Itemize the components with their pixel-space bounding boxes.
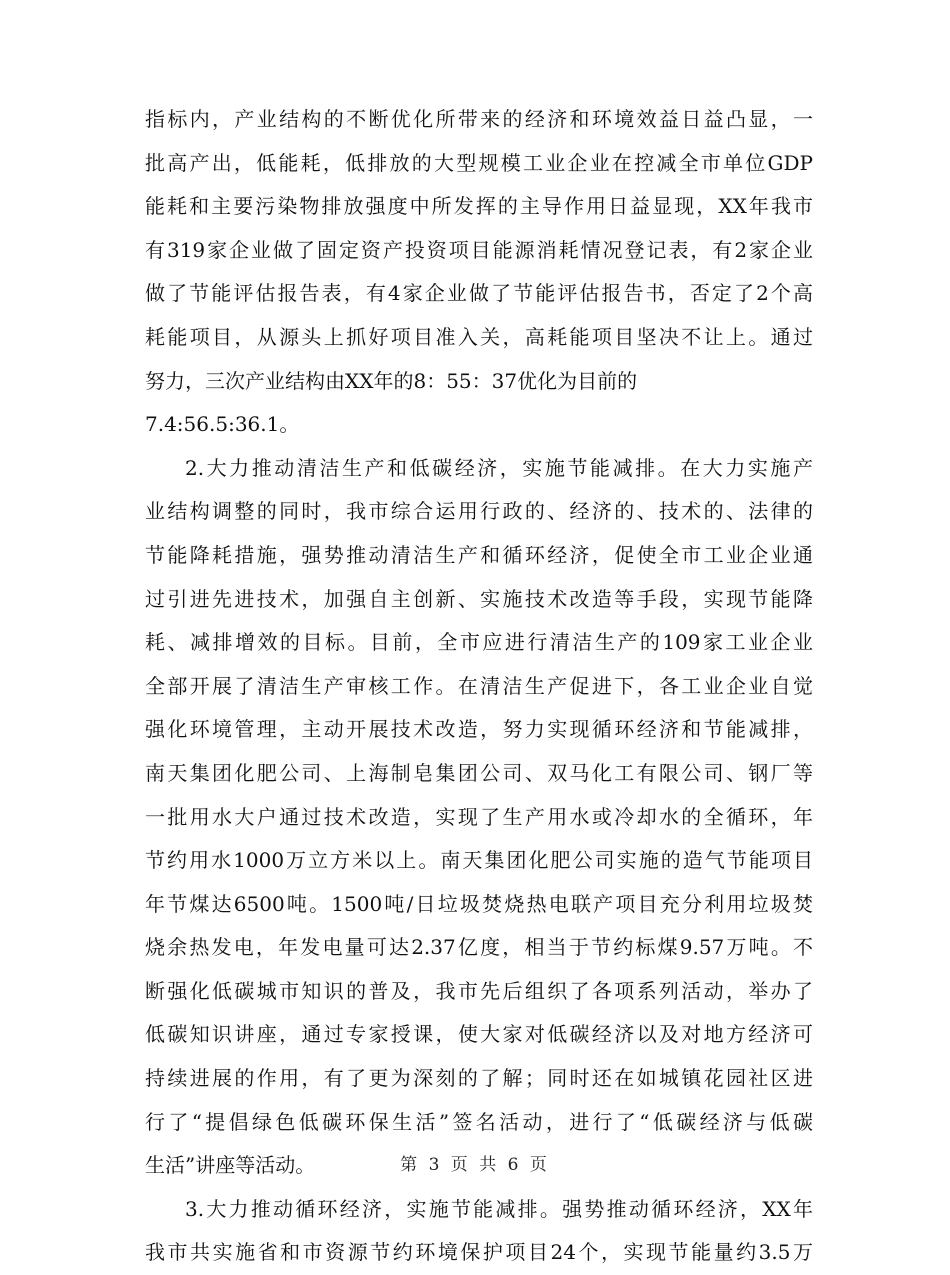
- text-line: 烧余热发电，年发电量可达2.37亿度，相当于节约标煤9.57万吨。不: [145, 935, 813, 960]
- text-line: 有319家企业做了固定资产投资项目能源消耗情况登记表，有2家企业: [145, 237, 813, 262]
- text-line: 耗能项目，从源头上抓好项目准入关，高耗能项目坚决不让上。通过: [145, 324, 813, 349]
- text-line: 批高产出，低能耗，低排放的大型规模工业企业在控减全市单位GDP: [145, 150, 813, 175]
- text-line: 全部开展了清洁生产审核工作。在清洁生产促进下，各工业企业自觉: [145, 673, 813, 698]
- body-text: [145, 98, 813, 1275]
- text-line: 能耗和主要污染物排放强度中所发挥的主导作用日益显现，XX年我市: [145, 194, 813, 219]
- text-line: 节约用水1000万立方米以上。南天集团化肥公司实施的造气节能项目: [145, 848, 813, 873]
- page-number-footer: 第 3 页 共 6 页: [400, 1155, 550, 1175]
- text-line: 南天集团化肥公司、上海制皂集团公司、双马化工有限公司、钢厂等: [145, 760, 813, 785]
- text-line: 7.4:56.5:36.1。: [145, 412, 300, 437]
- text-line: 一批用水大户通过技术改造，实现了生产用水或冷却水的全循环，年: [145, 804, 813, 829]
- text-line: 努力，三次产业结构由XX年的8：55：37优化为目前的: [145, 368, 638, 393]
- text-line: 做了节能评估报告表，有4家企业做了节能评估报告书，否定了2个高: [145, 281, 813, 306]
- text-line: 3.大力推动循环经济，实施节能减排。强势推动循环经济，XX年: [185, 1196, 813, 1221]
- text-line: 断强化低碳城市知识的普及，我市先后组织了各项系列活动，举办了: [145, 978, 813, 1003]
- text-line: 低碳知识讲座，通过专家授课，使大家对低碳经济以及对地方经济可: [145, 1022, 813, 1047]
- text-line: 强化环境管理，主动开展技术改造，努力实现循环经济和节能减排，: [145, 717, 813, 742]
- text-line: 耗、减排增效的目标。目前，全市应进行清洁生产的109家工业企业: [145, 630, 813, 655]
- text-line: 指标内，产业结构的不断优化所带来的经济和环境效益日益凸显，一: [145, 107, 813, 131]
- text-line: 年节煤达6500吨。1500吨/日垃圾焚烧热电联产项目充分利用垃圾焚: [145, 891, 813, 916]
- text-line: 行了“提倡绿色低碳环保生活”签名活动，进行了“低碳经济与低碳: [145, 1109, 813, 1134]
- text-line: 生活”讲座等活动。: [145, 1153, 316, 1178]
- text-line: 持续进展的作用，有了更为深刻的了解；同时还在如城镇花园社区进: [145, 1066, 813, 1091]
- text-line: 业结构调整的同时，我市综合运用行政的、经济的、技术的、法律的: [145, 499, 813, 524]
- text-line: 过引进先进技术，加强自主创新、实施技术改造等手段，实现节能降: [145, 586, 813, 611]
- text-line: 节能降耗措施，强势推动清洁生产和循环经济，促使全市工业企业通: [145, 542, 813, 567]
- text-line: 2.大力推动清洁生产和低碳经济，实施节能减排。在大力实施产: [185, 455, 813, 480]
- text-line: 我市共实施省和市资源节约环境保护项目24个，实现节能量约3.5万: [145, 1240, 813, 1265]
